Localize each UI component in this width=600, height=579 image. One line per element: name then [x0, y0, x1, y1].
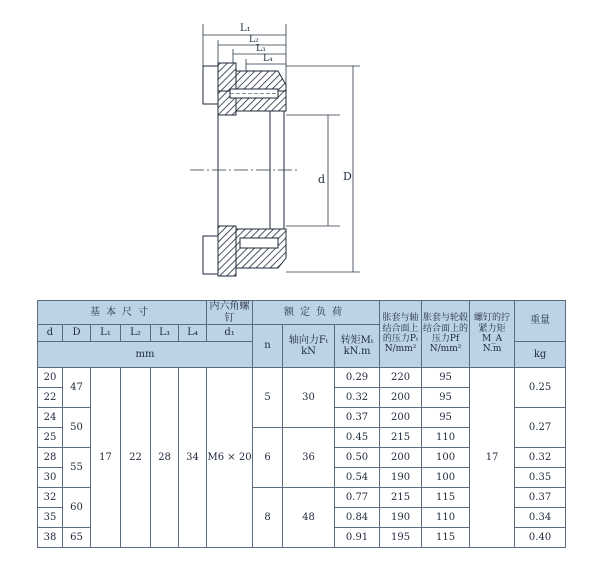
- table-row: [38, 368, 566, 388]
- cell-D: 55: [63, 448, 91, 488]
- header-hub-pressure-label: 胀套与轮毂结合面上的压力Pf: [423, 313, 469, 344]
- cell-d: 32: [38, 488, 63, 508]
- header-torque-label: 转矩Mₜ: [340, 334, 374, 346]
- cell-d: 20: [38, 368, 63, 388]
- header-d: d: [38, 325, 63, 342]
- cell-pf: 95: [422, 408, 470, 428]
- header-shaft-pressure-label: 胀套与轴结合面上的压力Pₜ: [382, 313, 419, 344]
- header-torque-unit: kN.m: [343, 346, 371, 357]
- header-axial-force-label: 轴向力Fₜ: [288, 334, 329, 346]
- cell-d1: M6 × 20: [207, 368, 253, 548]
- header-screw: 内六角螺钉: [207, 301, 253, 325]
- header-unit-mm: mm: [38, 342, 253, 368]
- cell-pt: 190: [380, 468, 422, 488]
- cell-D: 60: [63, 488, 91, 528]
- cell-pt: 195: [380, 528, 422, 548]
- cell-pf: 110: [422, 428, 470, 448]
- dim-d: d: [318, 173, 326, 186]
- dim-l4: L₄: [263, 54, 273, 64]
- lower-section: [203, 226, 286, 276]
- cell-d: 28: [38, 448, 63, 468]
- cell-d: 38: [38, 528, 63, 548]
- dim-l2: L₂: [249, 35, 259, 45]
- cell-d: 25: [38, 428, 63, 448]
- cell-l3: 28: [151, 368, 179, 548]
- header-d1: d₁: [207, 325, 253, 342]
- header-D: D: [63, 325, 91, 342]
- cell-weight: 0.35: [515, 468, 566, 488]
- cell-d: 24: [38, 408, 63, 428]
- cell-weight: 0.37: [515, 488, 566, 508]
- cell-mt: 0.32: [335, 388, 380, 408]
- header-axial-force-unit: kN: [301, 346, 316, 357]
- cell-weight: 0.32: [515, 448, 566, 468]
- cell-n: 8: [253, 488, 283, 548]
- cell-pf: 100: [422, 448, 470, 468]
- dim-D: D: [343, 170, 352, 183]
- header-n: n: [253, 325, 283, 368]
- cell-pf: 95: [422, 368, 470, 388]
- cell-weight: 0.27: [515, 408, 566, 448]
- header-shaft-pressure: [380, 301, 422, 368]
- header-tightening-torque: [470, 301, 515, 368]
- header-l3: L₃: [151, 325, 179, 342]
- cell-ft: 36: [283, 428, 335, 488]
- cell-pf: 115: [422, 488, 470, 508]
- cell-mt: 0.91: [335, 528, 380, 548]
- cell-n: 5: [253, 368, 283, 428]
- cell-pt: 200: [380, 408, 422, 428]
- cell-ft: 48: [283, 488, 335, 548]
- cell-mt: 0.45: [335, 428, 380, 448]
- cell-pf: 115: [422, 528, 470, 548]
- cell-pt: 215: [380, 428, 422, 448]
- cell-d: 22: [38, 388, 63, 408]
- cell-D: 50: [63, 408, 91, 448]
- header-hub-pressure-unit: N/mm²: [429, 344, 462, 355]
- cell-mt: 0.37: [335, 408, 380, 428]
- cell-l2: 22: [121, 368, 151, 548]
- header-hub-pressure: [422, 301, 470, 368]
- header-l1: L₁: [91, 325, 121, 342]
- header-torque-title: 螺钉的拧紧力矩: [474, 313, 511, 334]
- upper-section: [203, 63, 286, 115]
- cell-pt: 215: [380, 488, 422, 508]
- cell-ma: 17: [470, 368, 515, 548]
- cell-mt: 0.50: [335, 448, 380, 468]
- cell-pf: 110: [422, 508, 470, 528]
- cell-d: 30: [38, 468, 63, 488]
- header-axial-force: [283, 325, 335, 368]
- cell-ft: 30: [283, 368, 335, 428]
- cell-pt: 190: [380, 508, 422, 528]
- dim-l1: L₁: [240, 23, 251, 34]
- cell-pt: 200: [380, 388, 422, 408]
- cell-D: 65: [63, 528, 91, 548]
- header-torque: [335, 325, 380, 368]
- cell-pt: 200: [380, 448, 422, 468]
- cell-weight: 0.40: [515, 528, 566, 548]
- header-ma-unit: N.m: [482, 344, 502, 355]
- cell-d: 35: [38, 508, 63, 528]
- header-basic-dims: 基本尺寸: [38, 301, 207, 325]
- outer-dimension: [286, 66, 360, 272]
- cell-pt: 220: [380, 368, 422, 388]
- header-weight: 重量: [515, 301, 566, 342]
- header-l2: L₂: [121, 325, 151, 342]
- cell-l1: 17: [91, 368, 121, 548]
- dim-l3: L₃: [256, 44, 266, 54]
- cell-mt: 0.77: [335, 488, 380, 508]
- cell-D: 47: [63, 368, 91, 408]
- cell-weight: 0.34: [515, 508, 566, 528]
- bore-dimension: [286, 115, 340, 226]
- cell-pf: 95: [422, 388, 470, 408]
- header-rated-load: 额定负荷: [253, 301, 380, 325]
- cell-l4: 34: [179, 368, 207, 548]
- header-row-1: [38, 301, 566, 325]
- cell-mt: 0.29: [335, 368, 380, 388]
- header-shaft-pressure-unit: N/mm²: [384, 344, 417, 355]
- header-unit-kg: kg: [515, 342, 566, 368]
- cell-mt: 0.84: [335, 508, 380, 528]
- cell-pf: 100: [422, 468, 470, 488]
- header-ma: M_A: [481, 334, 503, 344]
- cell-weight: 0.25: [515, 368, 566, 408]
- cell-n: 6: [253, 428, 283, 488]
- cell-mt: 0.54: [335, 468, 380, 488]
- header-l4: L₄: [179, 325, 207, 342]
- spec-table: [37, 300, 566, 548]
